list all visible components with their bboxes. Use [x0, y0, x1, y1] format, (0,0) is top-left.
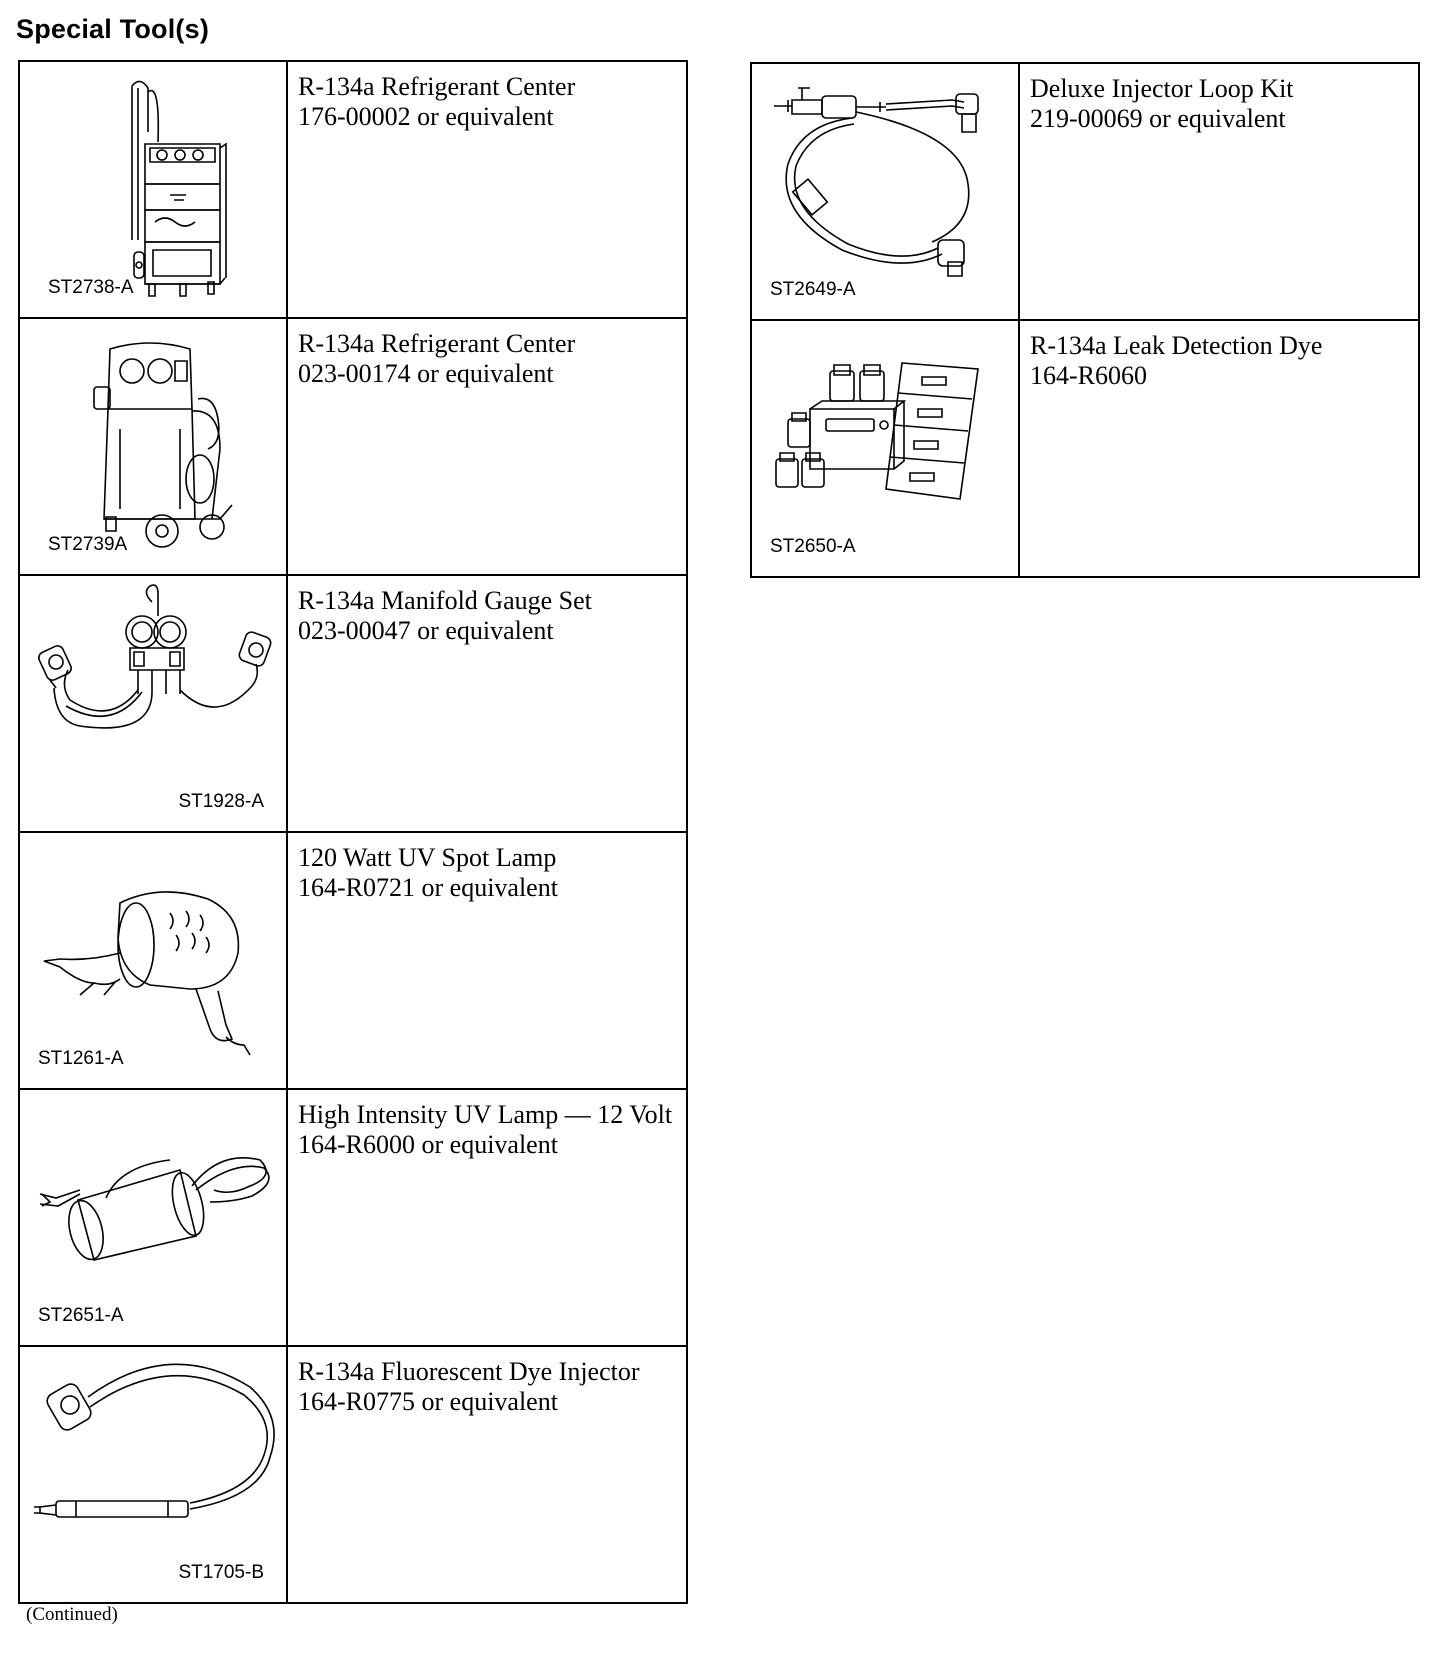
tool-row	[751, 63, 1419, 320]
tool-description-cell	[287, 61, 687, 318]
page-title: Special Tool(s)	[16, 14, 210, 44]
tool-row	[19, 1089, 687, 1346]
tool-name: R-134a Fluorescent Dye Injector	[298, 1357, 640, 1386]
special-tools-table-right	[750, 62, 1420, 578]
tool-part-number: 023-00174 or equivalent	[298, 359, 554, 388]
tool-name: R-134a Refrigerant Center	[298, 72, 576, 101]
tool-image-cell	[19, 1346, 287, 1603]
tool-name: R-134a Refrigerant Center	[298, 329, 576, 358]
tool-name: Deluxe Injector Loop Kit	[1030, 74, 1294, 103]
tool-description-cell	[1019, 63, 1419, 320]
tool-description-cell	[287, 1089, 687, 1346]
tool-name: R-134a Manifold Gauge Set	[298, 586, 592, 615]
tool-row	[19, 832, 687, 1089]
tool-row	[19, 61, 687, 318]
tool-image-cell	[19, 318, 287, 575]
tool-part-number: 164-R0775 or equivalent	[298, 1387, 558, 1416]
tool-reference-code: ST2738-A	[48, 277, 134, 298]
tool-reference-code: ST1705-B	[178, 1562, 264, 1583]
tool-part-number: 164-R6000 or equivalent	[298, 1130, 558, 1159]
tool-part-number: 176-00002 or equivalent	[298, 102, 554, 131]
tool-image-cell	[19, 575, 287, 832]
tool-description-cell	[287, 832, 687, 1089]
tool-image-cell	[19, 832, 287, 1089]
tool-description-cell	[287, 318, 687, 575]
tool-image-cell	[751, 320, 1019, 577]
tool-part-number: 219-00069 or equivalent	[1030, 104, 1286, 133]
tool-reference-code: ST1261-A	[38, 1048, 124, 1069]
tool-name: 120 Watt UV Spot Lamp	[298, 843, 557, 872]
tool-reference-code: ST2650-A	[770, 536, 856, 557]
tool-description-cell	[287, 1346, 687, 1603]
continued-note: (Continued)	[26, 1604, 118, 1625]
tool-row	[19, 1346, 687, 1603]
tool-image-cell	[19, 61, 287, 318]
tool-reference-code: ST2739A	[48, 534, 128, 555]
tool-row	[19, 575, 687, 832]
special-tools-table-left	[18, 60, 688, 1604]
tool-part-number: 164-R0721 or equivalent	[298, 873, 558, 902]
tool-description-cell	[287, 575, 687, 832]
tool-reference-code: ST2649-A	[770, 279, 856, 300]
tool-reference-code: ST1928-A	[178, 791, 264, 812]
tool-part-number: 023-00047 or equivalent	[298, 616, 554, 645]
tool-image-cell	[751, 63, 1019, 320]
tool-reference-code: ST2651-A	[38, 1305, 124, 1326]
tool-name: High Intensity UV Lamp — 12 Volt	[298, 1100, 673, 1129]
tool-name: R-134a Leak Detection Dye	[1030, 331, 1323, 360]
tool-image-cell	[19, 1089, 287, 1346]
tool-row	[751, 320, 1419, 577]
tool-row	[19, 318, 687, 575]
tool-description-cell	[1019, 320, 1419, 577]
tool-part-number: 164-R6060	[1030, 361, 1147, 390]
